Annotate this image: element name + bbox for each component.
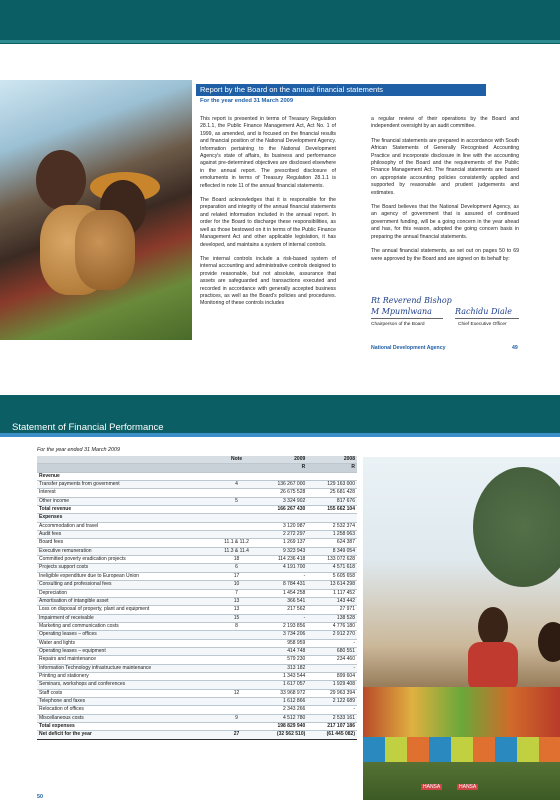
- photo-person: [538, 622, 560, 662]
- report-paragraph: The annual financial statements, as set out on pages 50 to 69 were approved by the Board and are signed on its behalf by:: [371, 248, 519, 262]
- row-value-2009: 114 236 418: [258, 556, 308, 564]
- caption-chairperson: Chairperson of the Board: [371, 322, 425, 327]
- row-label: Amortisation of intangible asset: [37, 597, 216, 605]
- row-label: Depreciation: [37, 589, 216, 597]
- row-note: 8: [216, 622, 258, 630]
- row-value-2008: 2 532 374: [307, 522, 357, 530]
- row-note: [216, 522, 258, 530]
- row-label: Seminars, workshops and conferences: [37, 681, 216, 689]
- row-value-2008: 4 571 618: [307, 564, 357, 572]
- report-title: Report by the Board on the annual financial statements: [196, 84, 486, 96]
- photo-tree: [473, 467, 560, 587]
- row-note: 27: [216, 731, 258, 739]
- report-paragraph: a regular review of their operations by the Board and independent oversight by an audit committee.: [371, 116, 519, 130]
- table-row: [37, 572, 357, 580]
- row-label: Consulting and professional fees: [37, 581, 216, 589]
- table-row: [37, 597, 357, 605]
- row-value-2008: 29 963 394: [307, 689, 357, 697]
- row-note: [216, 656, 258, 664]
- row-value-2009: 366 541: [258, 597, 308, 605]
- table-row: [37, 647, 357, 655]
- report-paragraph: This report is presented in terms of Treasury Regulation 28.1.1, the Public Finance Management Act, Act No. 1 of 1999, as amended, and is focused on the financial results and financial position of the National Development Agency. Information pertaining to the National Development Agency's state of affairs, its business and performance against pre-determined objectives are disclosed elsewhere in the annual report. The prescribed disclosure of emoluments in terms of Treasury Regulation 28.1.1 is reflected in note 11 of the annual financial statements.: [200, 116, 336, 189]
- row-label: Total revenue: [37, 506, 216, 514]
- table-row: [37, 481, 357, 489]
- row-value-2008: 234 460: [307, 656, 357, 664]
- row-value-2008: 8 349 054: [307, 547, 357, 555]
- header-unit-2009: R: [258, 464, 308, 472]
- row-value-2009: 217 562: [258, 606, 308, 614]
- row-note: [216, 514, 258, 522]
- table-row: [37, 631, 357, 639]
- row-value-2008: 1 117 452: [307, 589, 357, 597]
- row-label: Transfer payments from government: [37, 481, 216, 489]
- row-note: [216, 723, 258, 731]
- row-value-2008: 27 971: [307, 606, 357, 614]
- photo-fruit-market: [363, 457, 560, 800]
- row-value-2009: -: [258, 572, 308, 580]
- page-number-left: 50: [37, 794, 43, 800]
- row-value-2009: 313 182: [258, 664, 308, 672]
- row-value-2009: 136 267 000: [258, 481, 308, 489]
- row-label: Interest: [37, 489, 216, 497]
- row-value-2009: 1 343 544: [258, 672, 308, 680]
- footer-page-number: 49: [512, 345, 518, 351]
- table-row: [37, 589, 357, 597]
- row-note: 9: [216, 714, 258, 722]
- row-value-2009: 1 454 258: [258, 589, 308, 597]
- row-label: Loss on disposal of property, plant and equipment: [37, 606, 216, 614]
- row-label: Committed poverty eradication projects: [37, 556, 216, 564]
- row-value-2008: 155 662 104: [307, 506, 357, 514]
- table-row: [37, 547, 357, 555]
- row-value-2008: -: [307, 706, 357, 714]
- row-label: Miscellaneous costs: [37, 714, 216, 722]
- row-note: 12: [216, 689, 258, 697]
- table-row: [37, 714, 357, 722]
- row-value-2008: 1 929 408: [307, 681, 357, 689]
- row-label: Printing and stationery: [37, 672, 216, 680]
- row-note: 15: [216, 614, 258, 622]
- row-note: [216, 489, 258, 497]
- photo-crate-label: HANSA: [459, 784, 477, 790]
- row-value-2008: 2 533 161: [307, 714, 357, 722]
- header-unit-blank: [216, 464, 258, 472]
- row-note: [216, 631, 258, 639]
- table-row: [37, 614, 357, 622]
- header-note: Note: [216, 456, 258, 464]
- row-value-2009: 9 323 943: [258, 547, 308, 555]
- row-value-2009: 1 269 137: [258, 539, 308, 547]
- table-row: [37, 564, 357, 572]
- row-value-2008: 133 072 628: [307, 556, 357, 564]
- signature-line: [371, 318, 443, 319]
- report-paragraph: The Board believes that the National Development Agency, as an agency of government that is assured of continued government funding, will be a going concern in the year ahead and has, for this reason, adopted the going concern basis in preparing the annual financial statements.: [371, 204, 519, 240]
- row-value-2009: 2 193 856: [258, 622, 308, 630]
- statement-title: Statement of Financial Performance: [12, 422, 164, 433]
- row-value-2008: 217 107 186: [307, 723, 357, 731]
- row-label: Accommodation and travel: [37, 522, 216, 530]
- row-note: [216, 672, 258, 680]
- row-label: Audit fees: [37, 531, 216, 539]
- row-label: Total expenses: [37, 723, 216, 731]
- table-row: [37, 681, 357, 689]
- table-row: [37, 506, 357, 514]
- row-note: [216, 639, 258, 647]
- row-note: 13: [216, 597, 258, 605]
- row-value-2008: -: [307, 639, 357, 647]
- row-value-2008: 5 605 658: [307, 572, 357, 580]
- row-label: Telephone and faxes: [37, 697, 216, 705]
- table-body: [37, 472, 357, 739]
- row-value-2009: (32 562 510): [258, 731, 308, 739]
- report-paragraph: The financial statements are prepared in accordance with South African Statements of Generally Recognised Accounting Practice and incorporate disclosure in line with the accounting philosophy of the Board and the requirements of the Public Finance Management Act. The financial statements are based on appropriate accounting policies consistently applied and supported by reasonable and prudent judgements and estimates.: [371, 137, 519, 196]
- row-note: 5: [216, 497, 258, 505]
- table-row: [37, 497, 357, 505]
- row-value-2009: 2 272 297: [258, 531, 308, 539]
- table-row: [37, 514, 357, 522]
- table-row: [37, 731, 357, 739]
- footer-agency-name: National Development Agency: [371, 345, 446, 351]
- row-value-2009: 1 617 057: [258, 681, 308, 689]
- table-row: [37, 697, 357, 705]
- row-value-2009: 579 230: [258, 656, 308, 664]
- row-label: Marketing and communication costs: [37, 622, 216, 630]
- header-2008: 2008: [307, 456, 357, 464]
- row-value-2009: 198 829 940: [258, 723, 308, 731]
- row-note: [216, 706, 258, 714]
- row-note: 18: [216, 556, 258, 564]
- table-row: [37, 556, 357, 564]
- table-row: [37, 664, 357, 672]
- row-note: [216, 664, 258, 672]
- row-value-2008: 143 442: [307, 597, 357, 605]
- row-value-2009: 1 612 866: [258, 697, 308, 705]
- report-paragraph: The Board acknowledges that it is responsible for the preparation and integrity of the annual financial statements and related information included in the annual report. In order for the Board to discharge these responsibilities, as well as those bestowed on it in terms of the Public Finance Management Act and other applicable legislation, it has developed, and maintains a system of internal controls.: [200, 197, 336, 248]
- row-value-2009: -: [258, 614, 308, 622]
- row-value-2008: 138 528: [307, 614, 357, 622]
- row-label: Staff costs: [37, 689, 216, 697]
- statement-banner-stripe: [0, 433, 560, 437]
- photo-bread-loaf: [75, 210, 135, 290]
- row-value-2008: 4 776 180: [307, 622, 357, 630]
- header-unit-2008: R: [307, 464, 357, 472]
- row-note: [216, 681, 258, 689]
- row-note: [216, 697, 258, 705]
- table-row: [37, 531, 357, 539]
- row-note: [216, 647, 258, 655]
- row-value-2009: 4 512 780: [258, 714, 308, 722]
- signature-chairperson: Rt Reverend Bishop: [371, 296, 452, 305]
- row-value-2008: (61 445 082): [307, 731, 357, 739]
- row-value-2009: 33 968 972: [258, 689, 308, 697]
- row-label: Impairment of receivable: [37, 614, 216, 622]
- signature-ceo: Rachidu Diale: [455, 307, 513, 316]
- row-note: 13: [216, 606, 258, 614]
- table-row: [37, 639, 357, 647]
- row-note: [216, 531, 258, 539]
- row-note: 6: [216, 564, 258, 572]
- row-value-2008: 1 258 063: [307, 531, 357, 539]
- top-banner-stripe: [0, 40, 560, 43]
- row-label: Other income: [37, 497, 216, 505]
- row-value-2008: 680 551: [307, 647, 357, 655]
- row-value-2009: 26 675 528: [258, 489, 308, 497]
- report-column-left: [200, 116, 336, 315]
- row-value-2008: [307, 472, 357, 480]
- table-row: [37, 489, 357, 497]
- table-row: [37, 689, 357, 697]
- photo-face: [36, 150, 86, 210]
- row-value-2008: 129 163 000: [307, 481, 357, 489]
- row-value-2008: 25 681 428: [307, 489, 357, 497]
- table-row: [37, 622, 357, 630]
- row-label: Projects support costs: [37, 564, 216, 572]
- row-label: Ineligible expenditure due to European Union: [37, 572, 216, 580]
- row-label: Information Technology infrastructure maintenance: [37, 664, 216, 672]
- photo-crate-label: HANSA: [423, 784, 441, 790]
- row-value-2009: 414 748: [258, 647, 308, 655]
- row-note: 7: [216, 589, 258, 597]
- row-note: 4: [216, 481, 258, 489]
- row-value-2008: 624 387: [307, 539, 357, 547]
- row-value-2009: 958 959: [258, 639, 308, 647]
- signature-line: [455, 318, 519, 319]
- photo-women-with-bread: [0, 80, 192, 340]
- row-value-2009: [258, 514, 308, 522]
- table-row: [37, 723, 357, 731]
- financial-performance-table: [37, 456, 357, 740]
- statement-subtitle: For the year ended 31 March 2009: [37, 447, 121, 453]
- row-value-2009: [258, 472, 308, 480]
- row-note: 11.1 & 11.2: [216, 539, 258, 547]
- row-label: Operating leases – offices: [37, 631, 216, 639]
- row-value-2009: 4 191 700: [258, 564, 308, 572]
- photo-shirt: [468, 642, 518, 692]
- report-column-right: [371, 116, 519, 270]
- row-label: Net deficit for the year: [37, 731, 216, 739]
- row-value-2009: 3 734 206: [258, 631, 308, 639]
- row-note: 11.3 & 11.4: [216, 547, 258, 555]
- row-note: 10: [216, 581, 258, 589]
- row-value-2009: 2 343 266: [258, 706, 308, 714]
- top-banner: [0, 0, 560, 44]
- row-note: 17: [216, 572, 258, 580]
- table-row: [37, 539, 357, 547]
- table-row: [37, 581, 357, 589]
- photo-person: [478, 607, 508, 647]
- signature-chairperson-name: M Mpumlwana: [371, 307, 432, 316]
- row-label: Water and lights: [37, 639, 216, 647]
- caption-ceo: Chief Executive Officer: [458, 322, 507, 327]
- row-value-2008: 899 604: [307, 672, 357, 680]
- row-value-2008: 2 912 270: [307, 631, 357, 639]
- photo-fruit-bowls: [363, 737, 560, 762]
- row-value-2009: 3 120 987: [258, 522, 308, 530]
- row-value-2008: 2 122 689: [307, 697, 357, 705]
- row-value-2009: 3 324 902: [258, 497, 308, 505]
- row-value-2008: 13 614 298: [307, 581, 357, 589]
- header-label: [37, 456, 216, 464]
- row-label: Relocation of offices: [37, 706, 216, 714]
- row-label: Executive remuneration: [37, 547, 216, 555]
- row-note: [216, 472, 258, 480]
- table-row: [37, 472, 357, 480]
- row-label: Operating leases – equipment: [37, 647, 216, 655]
- table-row: [37, 606, 357, 614]
- table-row: [37, 706, 357, 714]
- header-unit-blank: [37, 464, 216, 472]
- row-note: [216, 506, 258, 514]
- row-value-2008: 817 676: [307, 497, 357, 505]
- row-label: Repairs and maintenance: [37, 656, 216, 664]
- row-value-2009: 166 267 430: [258, 506, 308, 514]
- row-label: Revenue: [37, 472, 216, 480]
- header-2009: 2009: [258, 456, 308, 464]
- report-paragraph: The internal controls include a risk-based system of internal accounting and administrative controls designed to provide reasonable, but not absolute, assurance that assets are safeguarded and transactions executed and recorded in accordance with generally accepted business practices, as well as the Board's policies and procedures. Monitoring of these controls includes: [200, 255, 336, 307]
- table-row: [37, 672, 357, 680]
- table-row: [37, 522, 357, 530]
- row-value-2008: -: [307, 664, 357, 672]
- row-value-2009: 8 784 431: [258, 581, 308, 589]
- table-row: [37, 656, 357, 664]
- row-value-2008: [307, 514, 357, 522]
- row-label: Board fees: [37, 539, 216, 547]
- row-label: Expenses: [37, 514, 216, 522]
- report-subtitle: For the year ended 31 March 2009: [200, 98, 294, 104]
